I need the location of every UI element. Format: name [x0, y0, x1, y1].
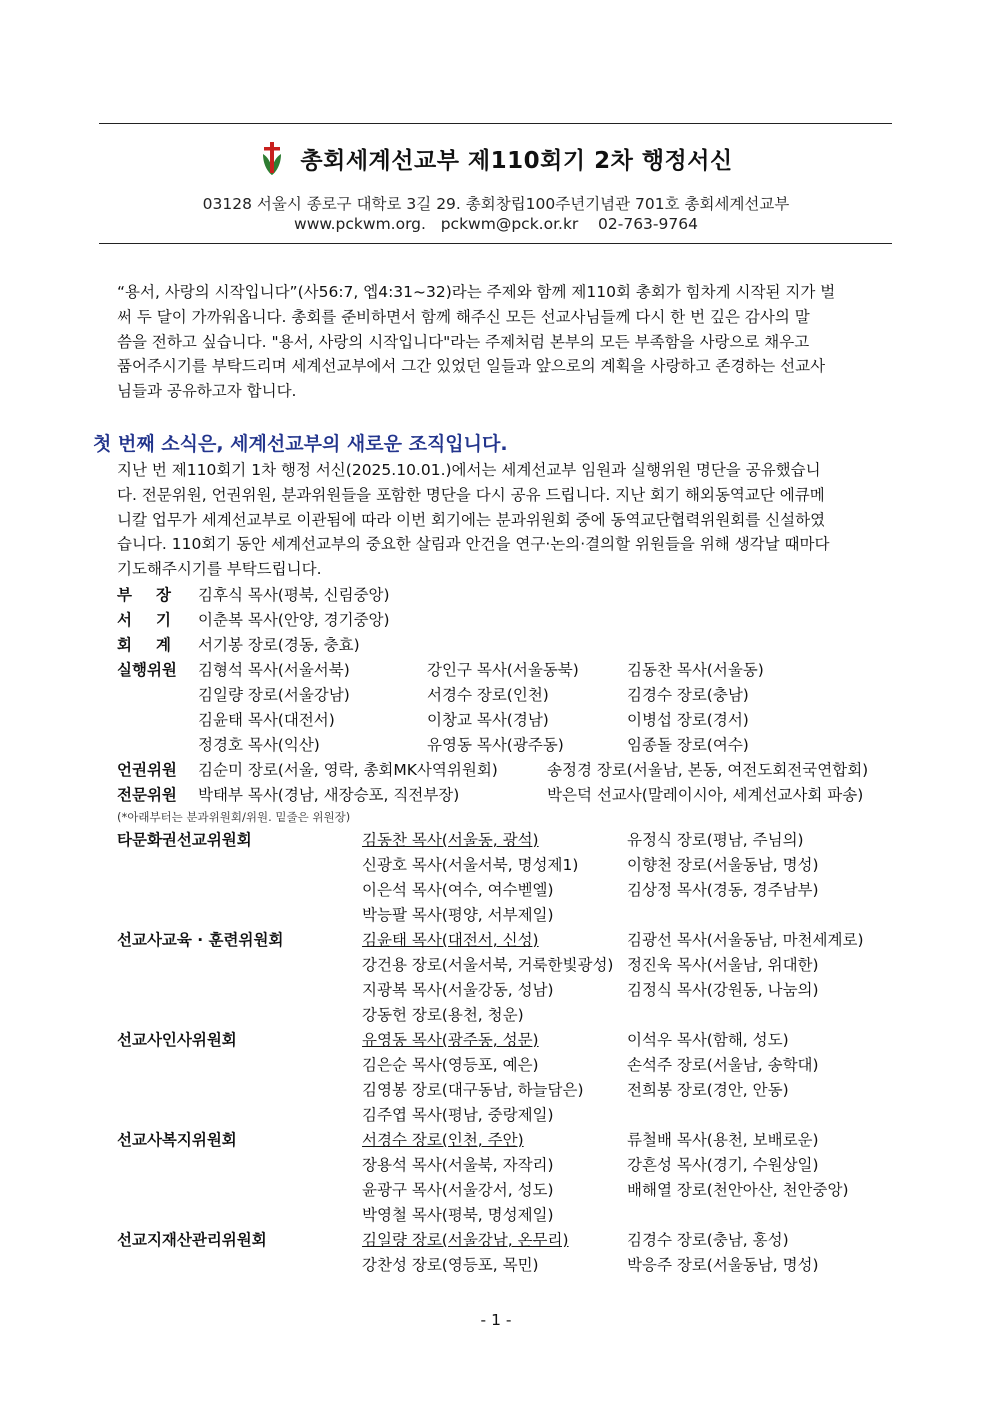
member: 배해열 장로(천안아산, 천안중앙)	[627, 1181, 849, 1199]
specialist-label: 전문위원	[117, 786, 177, 804]
member: 류철배 목사(용천, 보배로운)	[627, 1131, 819, 1149]
officer-value: 김후식 목사(평북, 신림중앙)	[198, 586, 390, 604]
member: 김경수 장로(충남, 홍성)	[627, 1231, 789, 1249]
member: 김일량 장로(서울강남)	[198, 686, 350, 704]
member: 신광호 목사(서울서북, 명성제1)	[362, 856, 579, 874]
member: 김경수 장로(충남)	[627, 686, 749, 704]
contact-line: www.pckwm.org. pckwm@pck.or.kr 02-763-9764	[294, 215, 698, 233]
body-line: 습니다. 110회기 동안 세계선교부의 중요한 살림과 안건을 연구·논의·결의할 위원들을 위해 생각날 때마다	[117, 535, 830, 554]
committee-name: 타문화권선교위원회	[117, 831, 252, 849]
member: 전희봉 장로(경안, 안동)	[627, 1081, 789, 1099]
document-title: 총회세계선교부 제110회기 2차 행정서신	[300, 147, 733, 174]
member: 김순미 장로(서울, 영락, 총회MK사역위원회)	[198, 761, 498, 779]
body-line: 니칼 업무가 세계선교부로 이관됨에 따라 이번 회기에는 분과위원회 중에 동역교단협력위원회를 신설하였	[117, 510, 826, 529]
member: 김영봉 장로(대구동남, 하늘담은)	[362, 1081, 584, 1099]
member: 정경호 목사(익산)	[198, 736, 320, 754]
committee-name: 선교지재산관리위원회	[117, 1231, 267, 1249]
member: 손석주 장로(서울남, 송학대)	[627, 1056, 819, 1074]
committee-name: 선교사복지위원회	[117, 1131, 237, 1149]
officer-value: 이춘복 목사(안양, 경기중앙)	[198, 611, 390, 629]
member: 유영동 목사(광주동)	[427, 736, 564, 754]
intro-line: 님들과 공유하고자 합니다.	[117, 382, 297, 401]
body-line: 지난 번 제110회기 1차 행정 서신(2025.10.01.)에서는 세계선교부 임원과 실행위원 명단을 공유했습니	[117, 461, 821, 479]
committee-name: 선교사인사위원회	[117, 1031, 237, 1049]
member: 김윤태 목사(대전서)	[198, 711, 335, 729]
member: 윤광구 목사(서울강서, 성도)	[362, 1181, 554, 1199]
member: 박은덕 선교사(말레이시아, 세계선교사회 파송)	[547, 786, 864, 804]
body-line: 기도해주시기를 부탁드립니다.	[117, 560, 322, 579]
member: 지광복 목사(서울강동, 성남)	[362, 981, 554, 999]
intro-paragraph	[117, 280, 897, 404]
member: 정진욱 목사(서울남, 위대한)	[627, 956, 819, 974]
committee-note: (*아래부터는 분과위원회/위원. 밑줄은 위원장)	[117, 810, 351, 824]
page-number: - 1 -	[480, 1311, 512, 1329]
document-header	[0, 140, 992, 176]
header-bottom-rule	[99, 243, 892, 244]
committee-name: 선교사교육 · 훈련위원회	[117, 931, 284, 949]
body-line: 다. 전문위원, 언권위원, 분과위원들을 포함한 명단을 다시 공유 드립니다. 지난 회기 해외동역교단 에큐메	[117, 485, 825, 504]
officer-label: 부장	[117, 586, 195, 604]
committee-chair: 김동찬 목사(서울동, 광석)	[362, 831, 539, 849]
officer-label: 서기	[117, 611, 195, 629]
executive-label: 실행위원	[117, 661, 177, 679]
member: 박태부 목사(경남, 새장승포, 직전부장)	[198, 786, 460, 804]
member: 박영철 목사(평북, 명성제일)	[362, 1206, 554, 1224]
committee-chair: 유영동 목사(광주동, 성문)	[362, 1031, 539, 1049]
intro-line: 씀을 전하고 싶습니다. "용서, 사랑의 시작입니다"라는 주제처럼 본부의 모든 부족함을 사랑으로 채우고	[117, 332, 810, 351]
committee-chair: 서경수 장로(인천, 주안)	[362, 1131, 524, 1149]
church-cross-logo-icon	[259, 140, 285, 176]
intro-line: “용서, 사랑의 시작입니다”(사56:7, 엡4:31~32)라는 주제와 함께 제110회 총회가 힘차게 시작된 지가 벌	[117, 283, 836, 301]
member: 박능팔 목사(평양, 서부제일)	[362, 906, 554, 924]
member: 장용석 목사(서울북, 자작리)	[362, 1156, 554, 1174]
member: 이은석 목사(여수, 여수벧엘)	[362, 881, 554, 899]
member: 이병섭 장로(경서)	[627, 711, 749, 729]
member: 김정식 목사(강원동, 나눔의)	[627, 981, 819, 999]
committee-chair: 김윤태 목사(대전서, 신성)	[362, 931, 539, 949]
member: 강흔성 목사(경기, 수원상일)	[627, 1156, 819, 1174]
officer-value: 서기봉 장로(경동, 충효)	[198, 636, 360, 654]
committee-chair: 김일량 장로(서울강남, 온무리)	[362, 1231, 569, 1249]
member: 송정경 장로(서울남, 본동, 여전도회전국연합회)	[547, 761, 869, 779]
member: 서경수 장로(인천)	[427, 686, 549, 704]
address-line: 03128 서울시 종로구 대학로 3길 29. 총회창립100주년기념관 701호 총회세계선교부	[202, 195, 790, 213]
member: 김광선 목사(서울동남, 마천세계로)	[627, 931, 864, 949]
member: 강인구 목사(서울동북)	[427, 661, 579, 679]
member: 강건용 장로(서울서북, 거룩한빛광성)	[362, 956, 614, 974]
intro-line: 품어주시기를 부탁드리며 세계선교부에서 그간 있었던 일들과 앞으로의 계획을 사랑하고 존경하는 선교사	[117, 357, 826, 376]
intro-line: 써 두 달이 가까워옵니다. 총회를 준비하면서 함께 해주신 모든 선교사님들께 다시 한 번 깊은 감사의 말	[117, 307, 810, 326]
member: 이석우 목사(함해, 성도)	[627, 1031, 789, 1049]
top-rule	[99, 123, 892, 124]
member: 김은순 목사(영등포, 예은)	[362, 1056, 539, 1074]
member: 강동헌 장로(용천, 청운)	[362, 1006, 524, 1024]
member: 김동찬 목사(서울동)	[627, 661, 764, 679]
member: 임종돌 장로(여수)	[627, 736, 749, 754]
member: 강찬성 장로(영등포, 목민)	[362, 1256, 539, 1274]
section-heading: 첫 번째 소식은, 세계선교부의 새로운 조직입니다.	[93, 433, 508, 455]
section-body	[117, 458, 897, 582]
member: 이향천 장로(서울동남, 명성)	[627, 856, 819, 874]
member: 박응주 장로(서울동남, 명성)	[627, 1256, 819, 1274]
advisory-label: 언권위원	[117, 761, 177, 779]
member: 이창교 목사(경남)	[427, 711, 549, 729]
member: 유정식 장로(평남, 주님의)	[627, 831, 804, 849]
officer-label: 회계	[117, 636, 195, 654]
member: 김상정 목사(경동, 경주남부)	[627, 881, 819, 899]
member: 김주엽 목사(평남, 중랑제일)	[362, 1106, 554, 1124]
member: 김형석 목사(서울서북)	[198, 661, 350, 679]
